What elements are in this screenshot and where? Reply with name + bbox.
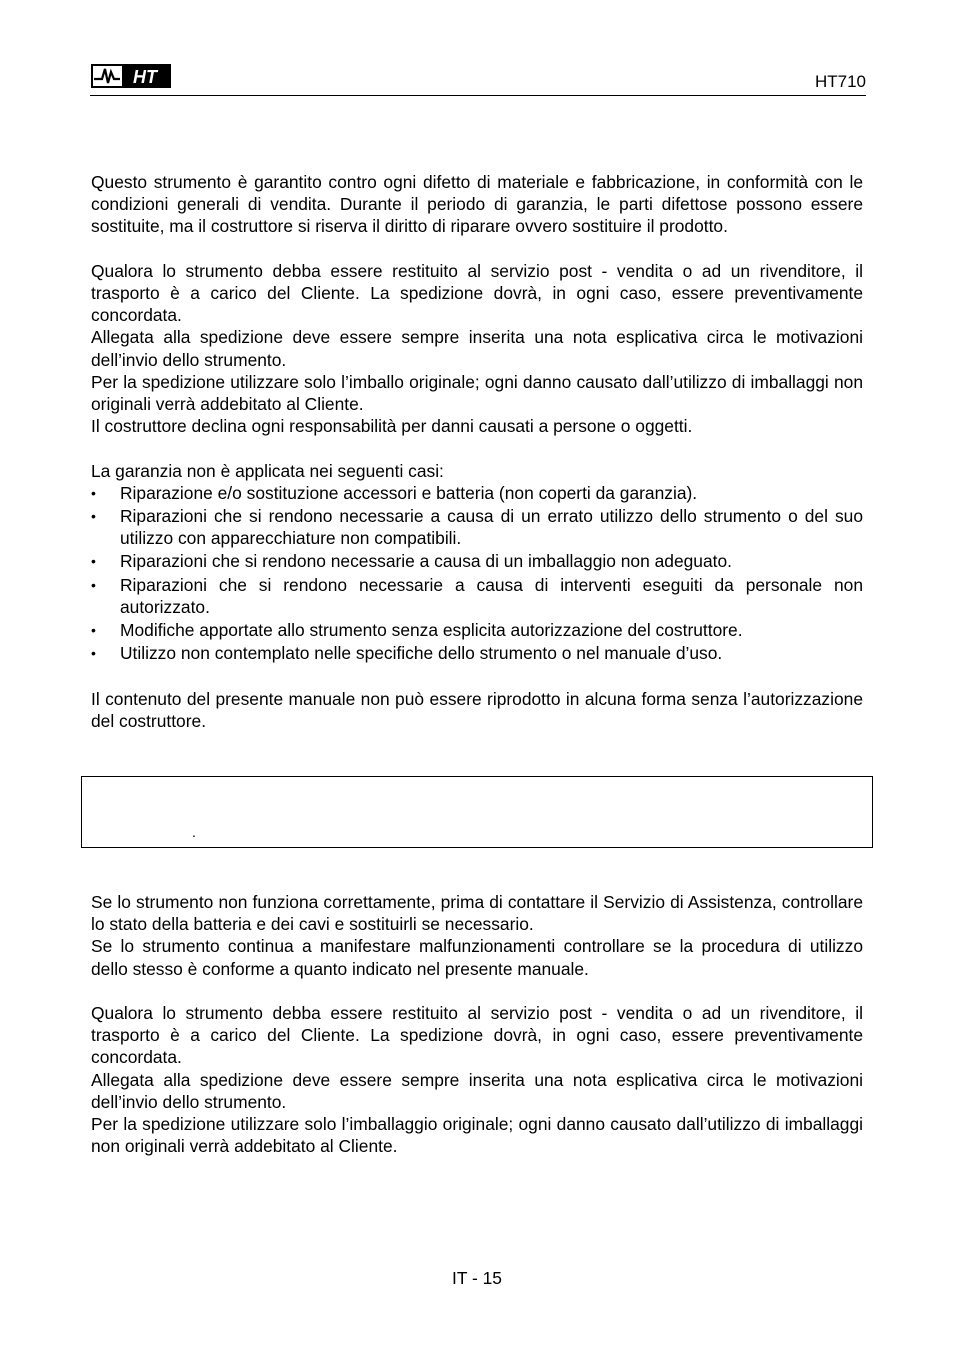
logo-text: HT: [133, 67, 157, 87]
service-section: [91, 891, 863, 1157]
exclusions-list: [91, 482, 863, 665]
bullet-icon: •: [91, 576, 96, 593]
bullet-icon: •: [91, 645, 96, 662]
list-item: • Riparazione e/o sostituzione accessori e batteria (non coperti da garanzia).: [91, 482, 698, 503]
packaging-paragraph: Per la spedizione utilizzare solo l’imballo originale; ogni danno causato dall’utilizzo di imballaggi non originali verrà addebitato al Cliente.: [91, 371, 863, 415]
list-item: • Riparazioni che si rendono necessarie a causa di un errato utilizzo dello strumento o del suo utilizzo con apparecchiature non compatibili.: [91, 506, 863, 549]
page-header: [90, 60, 866, 96]
copyright-paragraph: Il contenuto del presente manuale non può essere riprodotto in alcuna forma senza l’autorizzazione del costruttore.: [91, 688, 863, 731]
bullet-icon: •: [91, 553, 96, 570]
return-paragraph: Qualora lo strumento debba essere restituito al servizio post - vendita o ad un rivenditore, il trasporto è a carico del Cliente. La spedizione dovrà, in ogni caso, essere preventivamente concordata.: [91, 260, 863, 326]
page-number: IT - 15: [452, 1268, 502, 1288]
liability-paragraph: Il costruttore declina ogni responsabilità per danni causati a persone o oggetti.: [91, 416, 693, 437]
list-item: • Riparazioni che si rendono necessarie a causa di un imballaggio non adeguato.: [91, 551, 732, 572]
note-paragraph: Allegata alla spedizione deve essere sempre inserita una nota esplicativa circa le motivazioni dell’invio dello strumento.: [91, 327, 863, 370]
model-name: HT710: [814, 72, 866, 91]
list-item: • Modifiche apportate allo strumento senza esplicita autorizzazione del costruttore.: [91, 620, 743, 641]
warranty-paragraph: Questo strumento è garantito contro ogni difetto di materiale e fabbricazione, in conformità con le condizioni generali di vendita. Durante il periodo di garanzia, le parti difettose possono essere sostituite, ma il costruttore si riserva il diritto di riparare ovvero sostituire il prodotto.: [91, 172, 863, 237]
bullet-icon: •: [91, 484, 96, 501]
bullet-icon: •: [91, 622, 96, 639]
exclusions-intro: La garanzia non è applicata nei seguenti casi:: [91, 460, 444, 481]
bullet-icon: •: [91, 508, 96, 525]
ht-logo: [90, 63, 172, 89]
return-paragraph: Qualora lo strumento debba essere restituito al servizio post - vendita o ad un rivenditore, il trasporto è a carico del Cliente. La spedizione dovrà, in ogni caso, essere preventivamente concordata.: [91, 1003, 863, 1068]
service-paragraph: Se lo strumento non funziona correttamente, prima di contattare il Servizio di Assistenza, controllare lo stato della batteria e dei cavi e sostituirli se necessario.: [91, 892, 863, 935]
list-item: • Utilizzo non contemplato nelle specifiche dello strumento o nel manuale d’uso.: [91, 643, 723, 664]
packaging-paragraph: Per la spedizione utilizzare solo l’imballaggio originale; ogni danno causato dall’utilizzo di imballaggi non originali verrà addebitato al Cliente.: [91, 1114, 863, 1157]
notice-box-text: .: [192, 824, 196, 840]
malfunction-paragraph: Se lo strumento continua a manifestare malfunzionamenti controllare se la procedura di utilizzo dello stesso è conforme a quanto indicato nel presente manuale.: [91, 936, 863, 979]
list-item: • Riparazioni che si rendono necessarie a causa di interventi eseguiti da personale non autorizzato.: [91, 574, 863, 617]
warranty-section: [91, 171, 863, 732]
note-paragraph: Allegata alla spedizione deve essere sempre inserita una nota esplicativa circa le motivazioni dell’invio dello strumento.: [91, 1069, 863, 1112]
notice-box: [81, 776, 873, 848]
